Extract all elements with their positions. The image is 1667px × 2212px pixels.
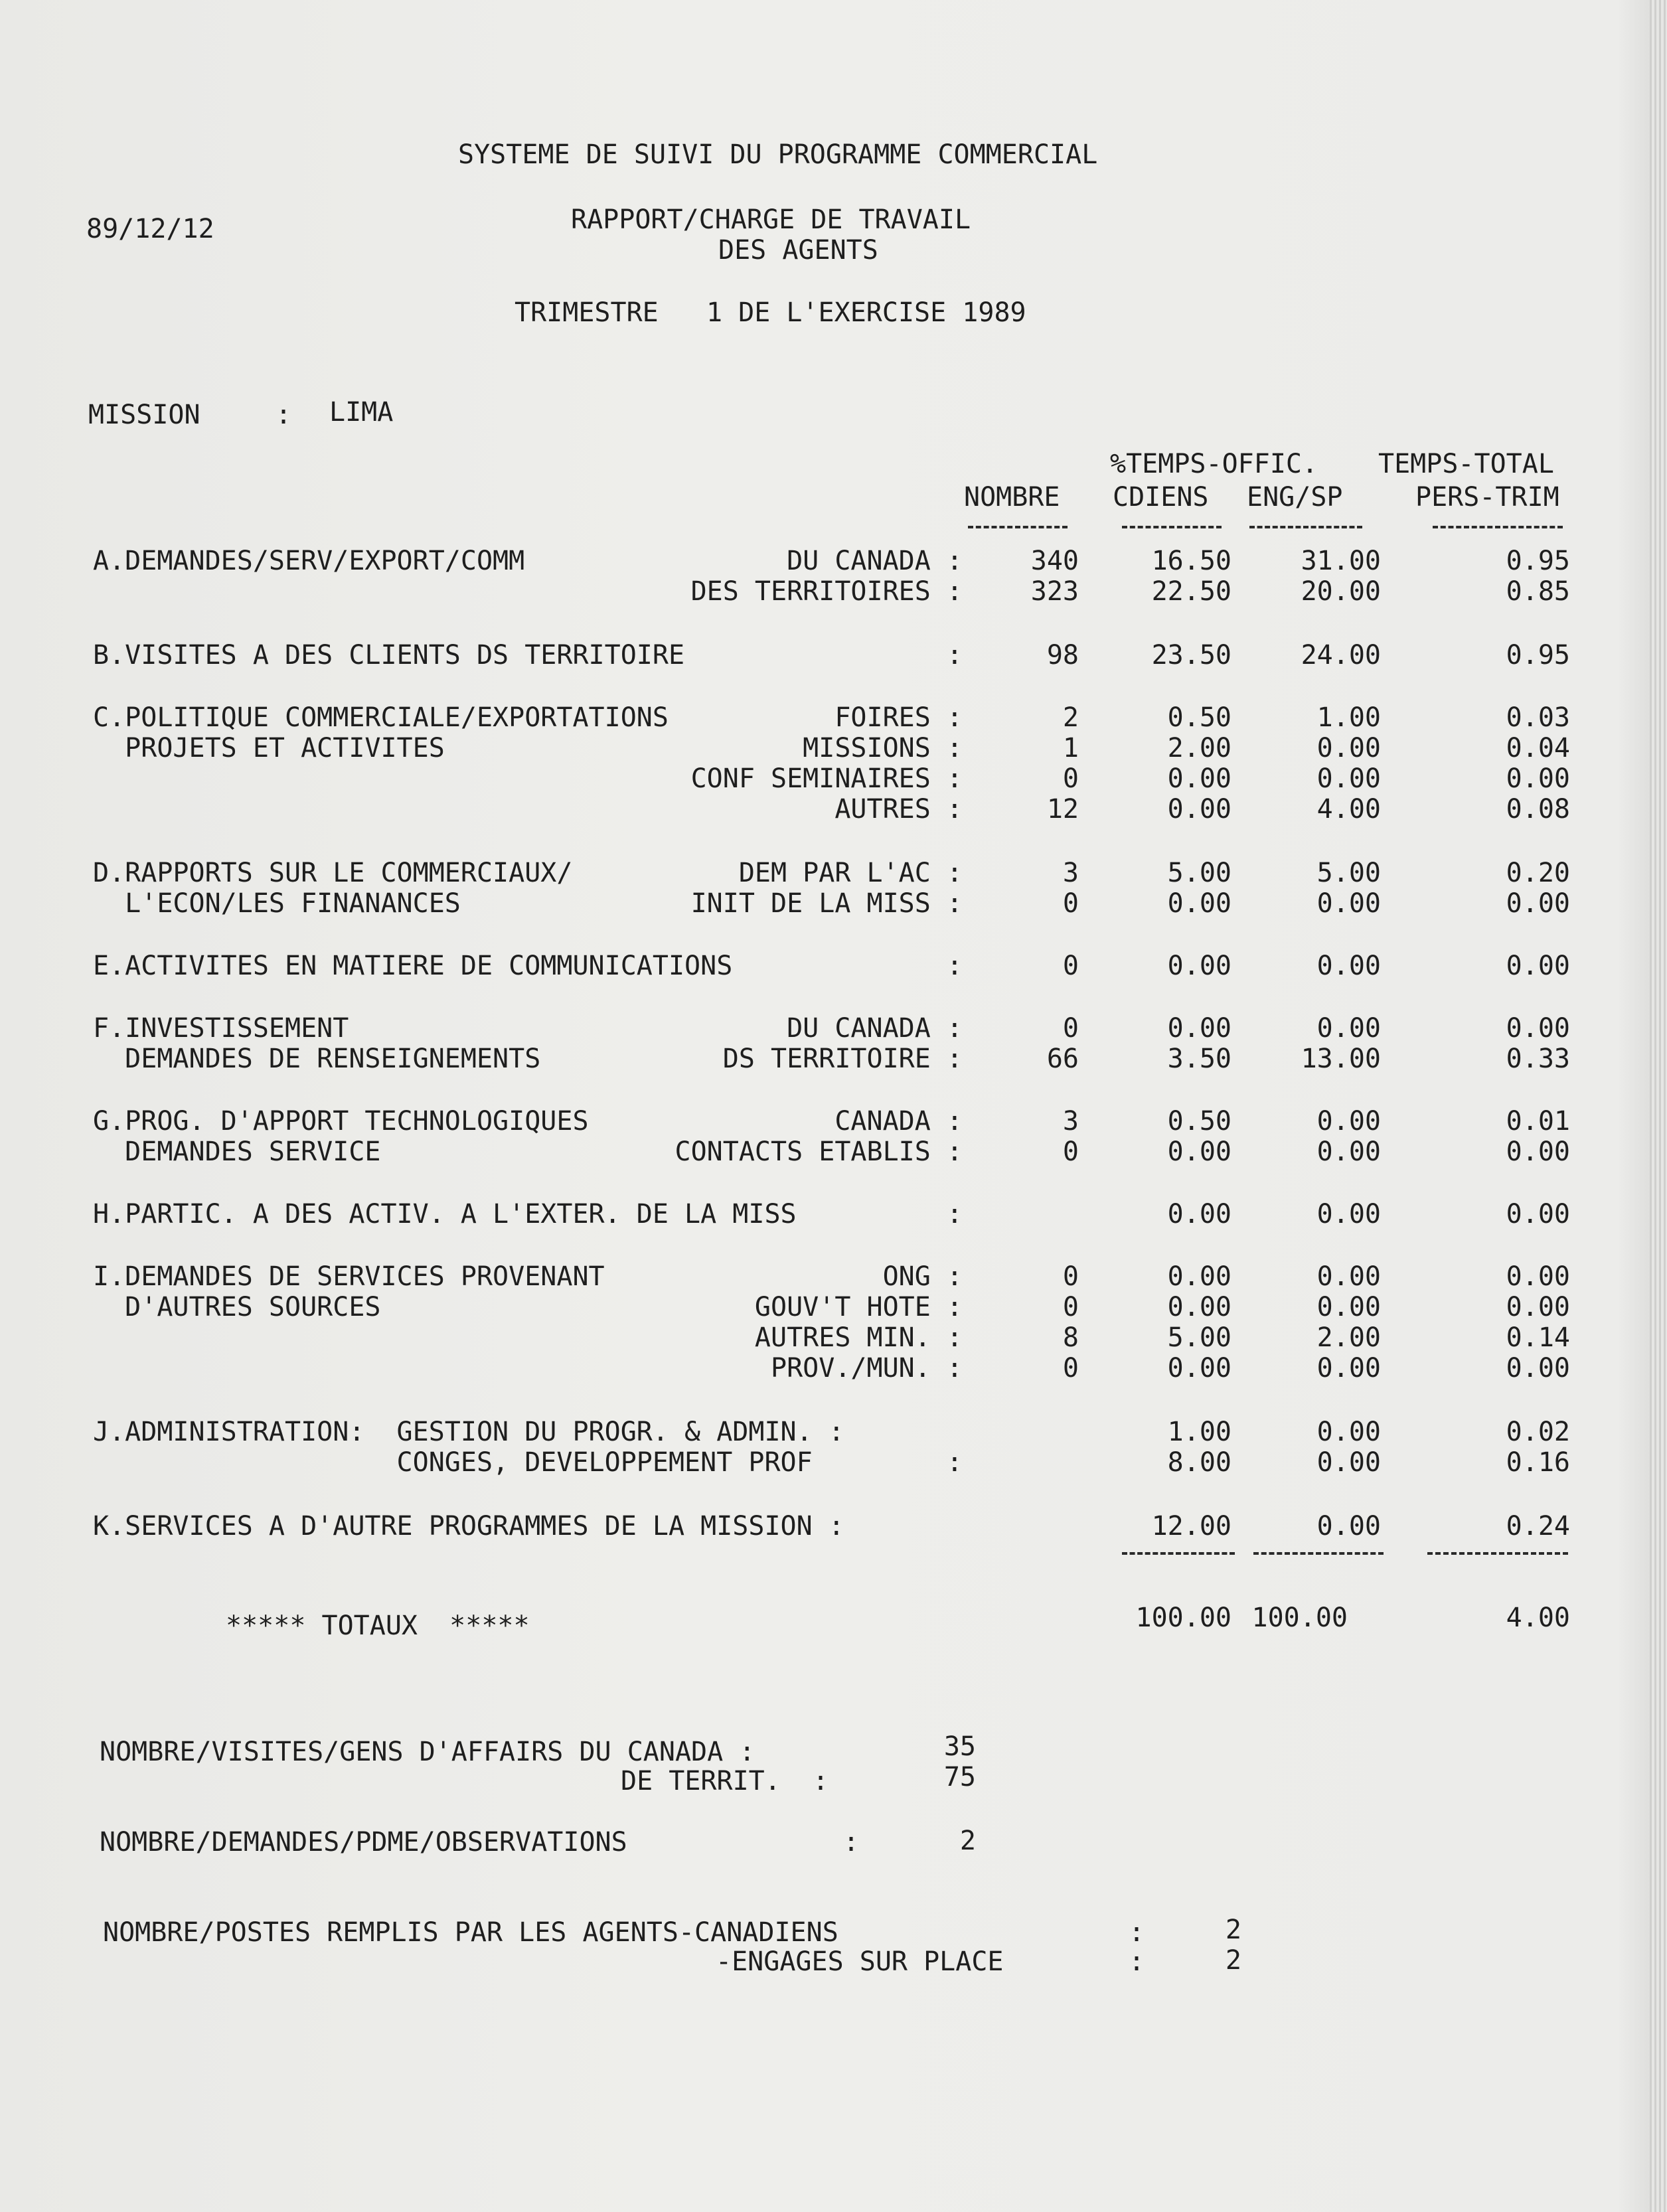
- row-pers-trim: 0.24: [1506, 1511, 1570, 1541]
- row-pers-trim: 0.00: [1506, 888, 1570, 919]
- row-engsp: 4.00: [1316, 794, 1381, 825]
- row-description: E.ACTIVITES EN MATIERE DE COMMUNICATIONS: [93, 951, 733, 981]
- row-cdiens: 0.00: [1167, 1013, 1231, 1044]
- row-engsp: 0.00: [1316, 1261, 1381, 1292]
- row-description: I.DEMANDES DE SERVICES PROVENANT: [93, 1261, 605, 1292]
- row-nombre: 12: [1046, 794, 1079, 825]
- row-engsp: 0.00: [1316, 1199, 1381, 1229]
- row-cdiens: 0.00: [1167, 1353, 1231, 1383]
- stacked-pages-edge: [1650, 0, 1667, 2212]
- row-description: G.PROG. D'APPORT TECHNOLOGIQUES: [93, 1106, 589, 1137]
- row-description: K.SERVICES A D'AUTRE PROGRAMMES DE LA MISSION :: [93, 1511, 844, 1541]
- row-nombre: 0: [1062, 1137, 1079, 1167]
- row-pers-trim: 0.16: [1506, 1447, 1570, 1478]
- footer-visits-territ-value: 75: [943, 1762, 976, 1792]
- row-subcategory: :: [946, 640, 963, 671]
- row-description: CONGES, DEVELOPPEMENT PROF: [93, 1447, 813, 1478]
- row-nombre: 0: [1062, 1292, 1079, 1322]
- row-subcategory: PROV./MUN. :: [771, 1353, 963, 1383]
- row-subcategory: CONTACTS ETABLIS :: [675, 1137, 963, 1167]
- row-cdiens: 0.50: [1167, 1106, 1231, 1137]
- row-engsp: 1.00: [1316, 702, 1381, 733]
- row-subcategory: DU CANADA :: [787, 546, 963, 576]
- row-description: J.ADMINISTRATION: GESTION DU PROGR. & ADMIN. :: [93, 1417, 844, 1447]
- row-nombre: 0: [1062, 1353, 1079, 1383]
- underline-perstrim: [1433, 526, 1563, 528]
- row-nombre: 323: [1030, 576, 1079, 607]
- row-cdiens: 12.00: [1151, 1511, 1231, 1541]
- row-nombre: 1: [1062, 733, 1079, 763]
- row-engsp: 0.00: [1316, 1013, 1381, 1044]
- row-cdiens: 0.50: [1167, 702, 1231, 733]
- row-subcategory: :: [946, 1199, 963, 1229]
- row-pers-trim: 0.20: [1506, 858, 1570, 888]
- footer-postes-label: NOMBRE/POSTES REMPLIS PAR LES AGENTS-CANADIENS: [103, 1917, 838, 1948]
- row-description: B.VISITES A DES CLIENTS DS TERRITOIRE: [93, 640, 685, 671]
- totals-label: ***** TOTAUX *****: [226, 1611, 530, 1641]
- footer-pdme-label: NOMBRE/DEMANDES/PDME/OBSERVATIONS: [100, 1827, 627, 1857]
- row-pers-trim: 0.33: [1506, 1044, 1570, 1074]
- row-pers-trim: 0.00: [1506, 1292, 1570, 1322]
- row-subcategory: :: [946, 951, 963, 981]
- col-total-header: TEMPS-TOTAL: [1378, 449, 1554, 479]
- row-description: C.POLITIQUE COMMERCIALE/EXPORTATIONS: [93, 702, 669, 733]
- row-cdiens: 22.50: [1151, 576, 1231, 607]
- row-pers-trim: 0.85: [1506, 576, 1570, 607]
- row-subcategory: CANADA :: [834, 1106, 963, 1137]
- row-engsp: 0.00: [1316, 951, 1381, 981]
- mission-separator: :: [276, 400, 292, 430]
- footer-engages-separator: :: [1129, 1946, 1145, 1977]
- row-cdiens: 0.00: [1167, 763, 1231, 794]
- row-nombre: 2: [1062, 702, 1079, 733]
- col-engsp-header: ENG/SP: [1247, 482, 1343, 513]
- row-pers-trim: 0.00: [1506, 1137, 1570, 1167]
- report-title-line1: RAPPORT/CHARGE DE TRAVAIL: [571, 204, 971, 235]
- row-engsp: 0.00: [1316, 1417, 1381, 1447]
- row-cdiens: 0.00: [1167, 794, 1231, 825]
- report-date: 89/12/12: [86, 214, 214, 244]
- row-description: D'AUTRES SOURCES: [93, 1292, 381, 1322]
- row-nombre: 0: [1062, 951, 1079, 981]
- totals-engsp: 100.00: [1251, 1603, 1348, 1633]
- row-cdiens: 23.50: [1151, 640, 1231, 671]
- footer-engages-label: -ENGAGES SUR PLACE: [716, 1946, 1004, 1977]
- footer-postes-separator: :: [1129, 1917, 1145, 1948]
- row-cdiens: 2.00: [1167, 733, 1231, 763]
- report-title-line2: DES AGENTS: [718, 235, 878, 266]
- row-cdiens: 8.00: [1167, 1447, 1231, 1478]
- row-engsp: 0.00: [1316, 1292, 1381, 1322]
- row-engsp: 31.00: [1301, 546, 1381, 576]
- row-cdiens: 0.00: [1167, 1199, 1231, 1229]
- row-pers-trim: 0.00: [1506, 1353, 1570, 1383]
- row-engsp: 20.00: [1301, 576, 1381, 607]
- row-description: F.INVESTISSEMENT: [93, 1013, 349, 1044]
- footer-pdme-separator: :: [843, 1827, 860, 1857]
- row-description: H.PARTIC. A DES ACTIV. A L'EXTER. DE LA MISS: [93, 1199, 797, 1229]
- row-subcategory: ONG :: [882, 1261, 963, 1292]
- row-engsp: 0.00: [1316, 1353, 1381, 1383]
- underline-nombre: [968, 526, 1068, 528]
- row-nombre: 3: [1062, 1106, 1079, 1137]
- row-cdiens: 0.00: [1167, 888, 1231, 919]
- row-pers-trim: 0.08: [1506, 794, 1570, 825]
- row-description: D.RAPPORTS SUR LE COMMERCIAUX/: [93, 858, 573, 888]
- col-perstrim-header: PERS-TRIM: [1415, 482, 1559, 513]
- row-pers-trim: 0.00: [1506, 951, 1570, 981]
- row-subcategory: DS TERRITOIRE :: [722, 1044, 963, 1074]
- row-engsp: 0.00: [1316, 733, 1381, 763]
- row-engsp: 5.00: [1316, 858, 1381, 888]
- row-engsp: 0.00: [1316, 763, 1381, 794]
- row-subcategory: DEM PAR L'AC :: [738, 858, 963, 888]
- row-nombre: 66: [1046, 1044, 1079, 1074]
- totals-pers: 4.00: [1506, 1603, 1570, 1633]
- row-engsp: 13.00: [1301, 1044, 1381, 1074]
- row-cdiens: 0.00: [1167, 1292, 1231, 1322]
- row-nombre: 98: [1046, 640, 1079, 671]
- row-pers-trim: 0.04: [1506, 733, 1570, 763]
- row-engsp: 0.00: [1316, 888, 1381, 919]
- row-pers-trim: 0.03: [1506, 702, 1570, 733]
- row-pers-trim: 0.14: [1506, 1322, 1570, 1353]
- row-subcategory: DES TERRITOIRES :: [690, 576, 963, 607]
- row-cdiens: 5.00: [1167, 858, 1231, 888]
- totals-cdiens: 100.00: [1135, 1603, 1231, 1633]
- row-nombre: 0: [1062, 888, 1079, 919]
- row-nombre: 3: [1062, 858, 1079, 888]
- row-subcategory: DU CANADA :: [787, 1013, 963, 1044]
- row-cdiens: 3.50: [1167, 1044, 1231, 1074]
- row-pers-trim: 0.95: [1506, 640, 1570, 671]
- row-subcategory: GOUV'T HOTE :: [754, 1292, 963, 1322]
- mission-label: MISSION: [88, 400, 200, 430]
- row-subcategory: MISSIONS :: [803, 733, 963, 763]
- row-cdiens: 0.00: [1167, 1137, 1231, 1167]
- row-nombre: 0: [1062, 1261, 1079, 1292]
- totals-rule-engsp: [1253, 1552, 1384, 1555]
- underline-cdiens: [1122, 526, 1222, 528]
- row-nombre: 0: [1062, 1013, 1079, 1044]
- row-subcategory: AUTRES :: [834, 794, 963, 825]
- report-period: TRIMESTRE 1 DE L'EXERCISE 1989: [515, 297, 1026, 328]
- row-description: DEMANDES SERVICE: [93, 1137, 381, 1167]
- row-subcategory: :: [946, 1447, 963, 1478]
- row-description: DEMANDES DE RENSEIGNEMENTS: [93, 1044, 541, 1074]
- footer-visits-canada-value: 35: [943, 1731, 976, 1762]
- row-cdiens: 0.00: [1167, 1261, 1231, 1292]
- row-cdiens: 16.50: [1151, 546, 1231, 576]
- row-subcategory: FOIRES :: [834, 702, 963, 733]
- row-cdiens: 5.00: [1167, 1322, 1231, 1353]
- row-pers-trim: 0.02: [1506, 1417, 1570, 1447]
- footer-engages-value: 2: [1225, 1945, 1241, 1976]
- mission-value: LIMA: [329, 397, 394, 428]
- footer-visits-territ-label: DE TERRIT. :: [621, 1766, 829, 1796]
- row-description: L'ECON/LES FINANANCES: [93, 888, 461, 919]
- row-pers-trim: 0.95: [1506, 546, 1570, 576]
- underline-engsp: [1249, 526, 1362, 528]
- row-description: A.DEMANDES/SERV/EXPORT/COMM: [93, 546, 525, 576]
- row-subcategory: CONF SEMINAIRES :: [690, 763, 963, 794]
- row-pers-trim: 0.00: [1506, 1261, 1570, 1292]
- footer-pdme-value: 2: [959, 1826, 976, 1856]
- row-engsp: 2.00: [1316, 1322, 1381, 1353]
- footer-postes-value: 2: [1225, 1915, 1241, 1945]
- system-title: SYSTEME DE SUIVI DU PROGRAMME COMMERCIAL: [458, 139, 1098, 170]
- col-nombre-header: NOMBRE: [964, 482, 1060, 513]
- row-engsp: 0.00: [1316, 1137, 1381, 1167]
- footer-visits-canada-label: NOMBRE/VISITES/GENS D'AFFAIRS DU CANADA :: [100, 1737, 755, 1767]
- totals-rule-cdiens: [1122, 1552, 1235, 1555]
- row-description: PROJETS ET ACTIVITES: [93, 733, 445, 763]
- row-engsp: 0.00: [1316, 1511, 1381, 1541]
- row-nombre: 340: [1030, 546, 1079, 576]
- row-nombre: 8: [1062, 1322, 1079, 1353]
- row-pers-trim: 0.00: [1506, 763, 1570, 794]
- row-nombre: 0: [1062, 763, 1079, 794]
- row-subcategory: INIT DE LA MISS :: [690, 888, 963, 919]
- row-engsp: 0.00: [1316, 1106, 1381, 1137]
- col-cdiens-header: CDIENS: [1113, 482, 1209, 513]
- totals-rule-pers: [1427, 1552, 1568, 1555]
- row-pers-trim: 0.00: [1506, 1013, 1570, 1044]
- row-pers-trim: 0.01: [1506, 1106, 1570, 1137]
- row-cdiens: 1.00: [1167, 1417, 1231, 1447]
- row-engsp: 24.00: [1301, 640, 1381, 671]
- row-pers-trim: 0.00: [1506, 1199, 1570, 1229]
- row-subcategory: AUTRES MIN. :: [754, 1322, 963, 1353]
- row-engsp: 0.00: [1316, 1447, 1381, 1478]
- col-group-header: %TEMPS-OFFIC.: [1110, 449, 1318, 479]
- row-cdiens: 0.00: [1167, 951, 1231, 981]
